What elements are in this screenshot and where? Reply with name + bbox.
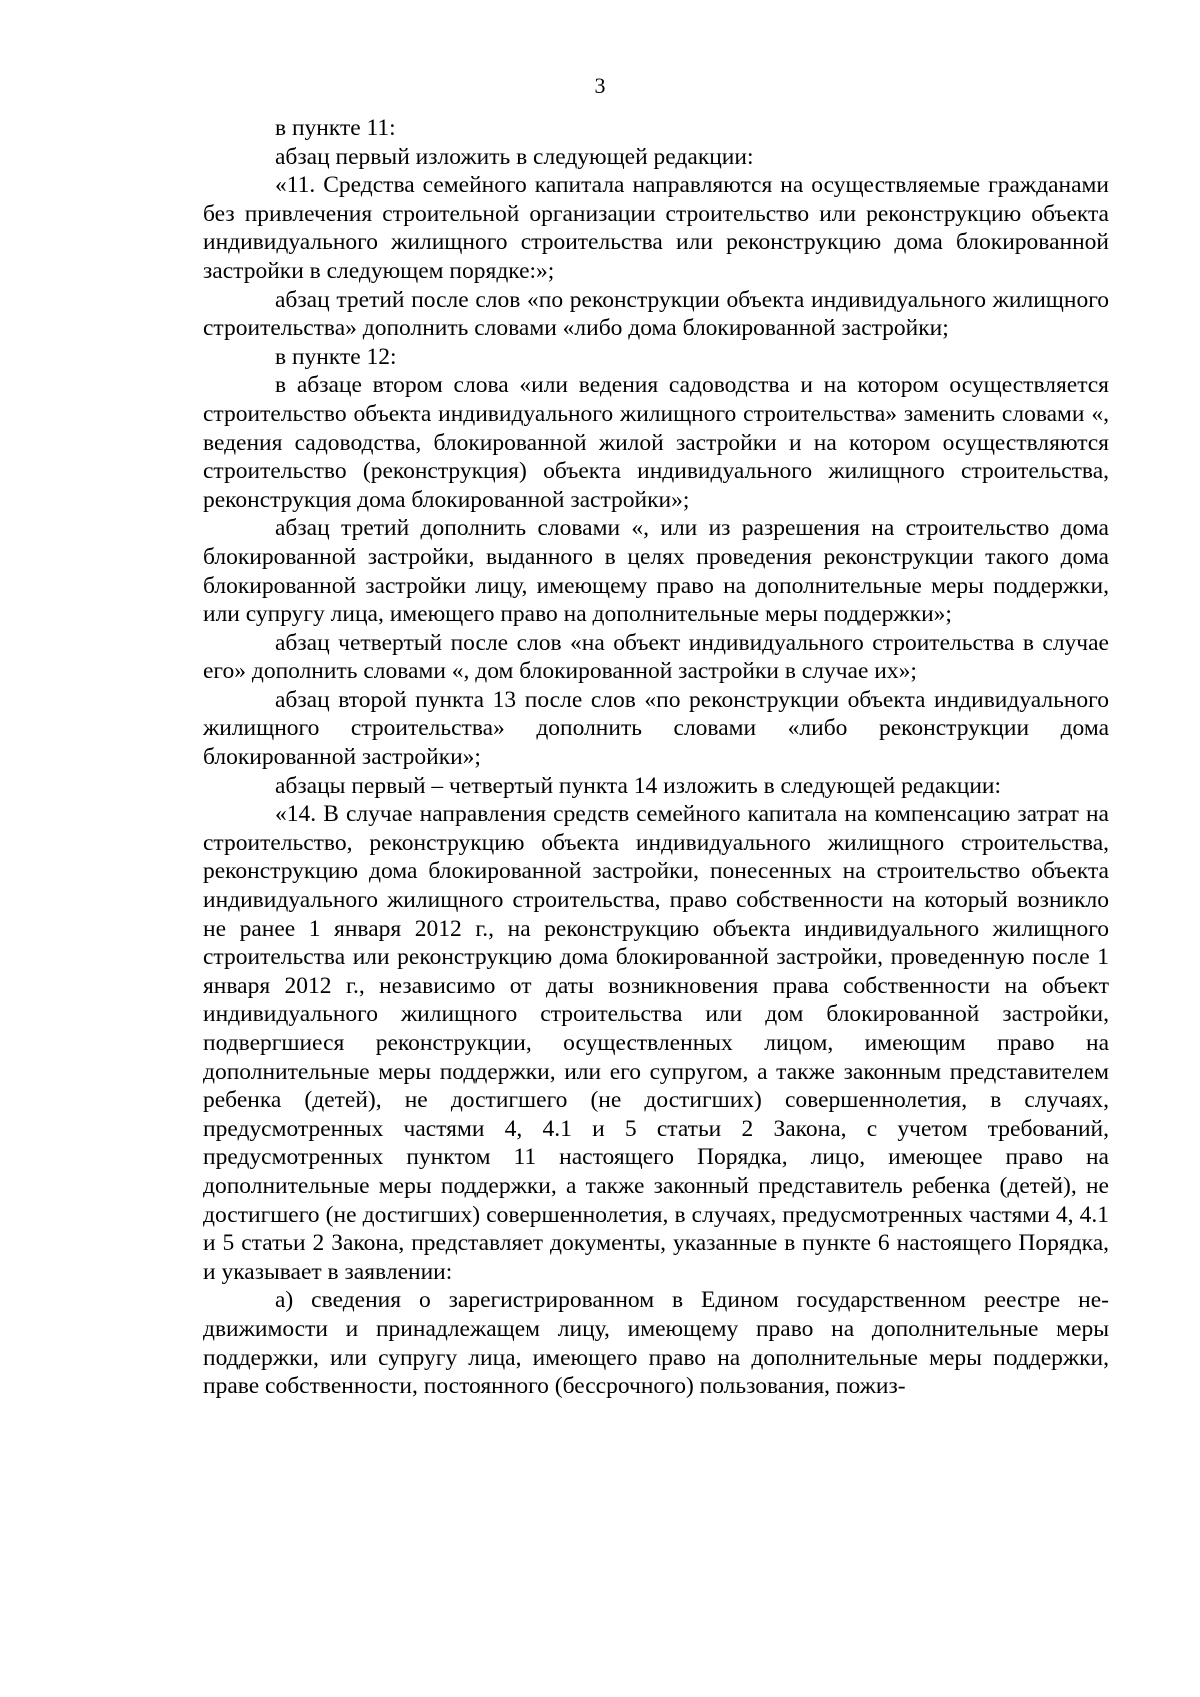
document-body [203,114,1109,1401]
paragraph-abzac-3-supplement: абзац третий дополнить словами «, или из разрешения на строительство дома блокированной застройки, выданного в целях проведения реконструкции такого дома блокированной застройки лицу, имеющему право на дополнительные меры поддержки, или супругу лица, имеющего право на дополнительные меры поддержки»; [203,515,1109,628]
paragraph-abzac-1-new-wording: абзац первый изложить в следующей редакции: [275,143,754,170]
page-number: 3 [594,73,606,98]
paragraph-punkt-12-intro: в пункте 12: [275,343,397,370]
paragraph-punkt-13-abzac-2: абзац второй пункта 13 после слов «по реконструкции объекта индивидуального жилищного строительства» дополнить словами «либо реконструкции дома блокированной застройки»; [203,686,1109,771]
paragraph-abzac-2-replacement: в абзаце втором слова «или ведения садоводства и на котором осуществляется строительство объекта индивидуального жилищного строительства» заменить словами «, ведения садоводства, блокированной жилой застройки и на котором осуществляются строительство (реконструкция) объекта индивидуального жилищного строительства, реконструкция дома блокированной застройки»; [203,372,1109,513]
paragraph-punkt-14-intro: абзацы первый – четвертый пункта 14 изложить в следующей редакции: [275,772,1002,799]
paragraph-abzac-3-addition: абзац третий после слов «по реконструкции объекта индивидуального жилищного строительства» дополнить словами «либо дома блокированной застройки; [203,286,1109,342]
paragraph-punkt-14-text: «14. В случае направления средств семейного капитала на компенсацию затрат на строительство, реконструкцию объекта индивидуального жилищного строительства, реконструкцию дома блокированной застройки, понесенных на строительство объекта индивидуального жилищного строительства, право собственности на который возникло не ранее 1 января 2012 г., на реконструкцию объекта индивидуального жилищного строительства или реконструкцию дома блокированной застройки, проведенную после 1 января 2012 г., независимо от даты возникновения права собственности на объект индивидуального жилищного строительства или дом блокированной застройки, подвергшиеся реконструкции, осуществленных лицом, имеющим право на дополнительные меры поддержки, или его супругом, а также законным представителем ребенка (детей), не достигшего (не достигших) совершеннолетия, в случаях, предусмотренных частями 4, 4.1 и 5 статьи 2 Закона, с учетом требований, предусмотренных пунктом 11 настоящего Порядка, лицо, имеющее право на дополнительные меры поддержки, а также законный представитель ребенка (детей), не достигшего (не достигших) совершеннолетия, в случаях, предусмотренных частями 4, 4.1 и 5 статьи 2 Закона, представляет документы, указанные в пункте 6 настоящего Порядка, и указывает в заявлении: [203,801,1109,1285]
paragraph-punkt-11-text: «11. Средства семейного капитала направляются на осуществляемые гражданами без привлечения строительной организации строительство или реконструкцию объекта индивидуального жилищного строительства или реконструкцию дома блокированной застройки в следующем порядке:»; [203,172,1109,284]
paragraph-punkt-11-intro: в пункте 11: [275,115,396,141]
paragraph-subitem-a: а) сведения о зарегистрированном в Едином государственном реестре недвижимости и принадлежащем лицу, имеющему право на дополнительные меры поддержки, или супругу лица, имеющего право на дополнительные меры поддержки, праве собственности, постоянного (бессрочного) пользования, пожиз- [203,1287,1109,1400]
paragraph-abzac-4-supplement: абзац четвертый после слов «на объект индивидуального строительства в случае его» дополнить словами «, дом блокированной застройки в случае их»; [203,629,1109,685]
